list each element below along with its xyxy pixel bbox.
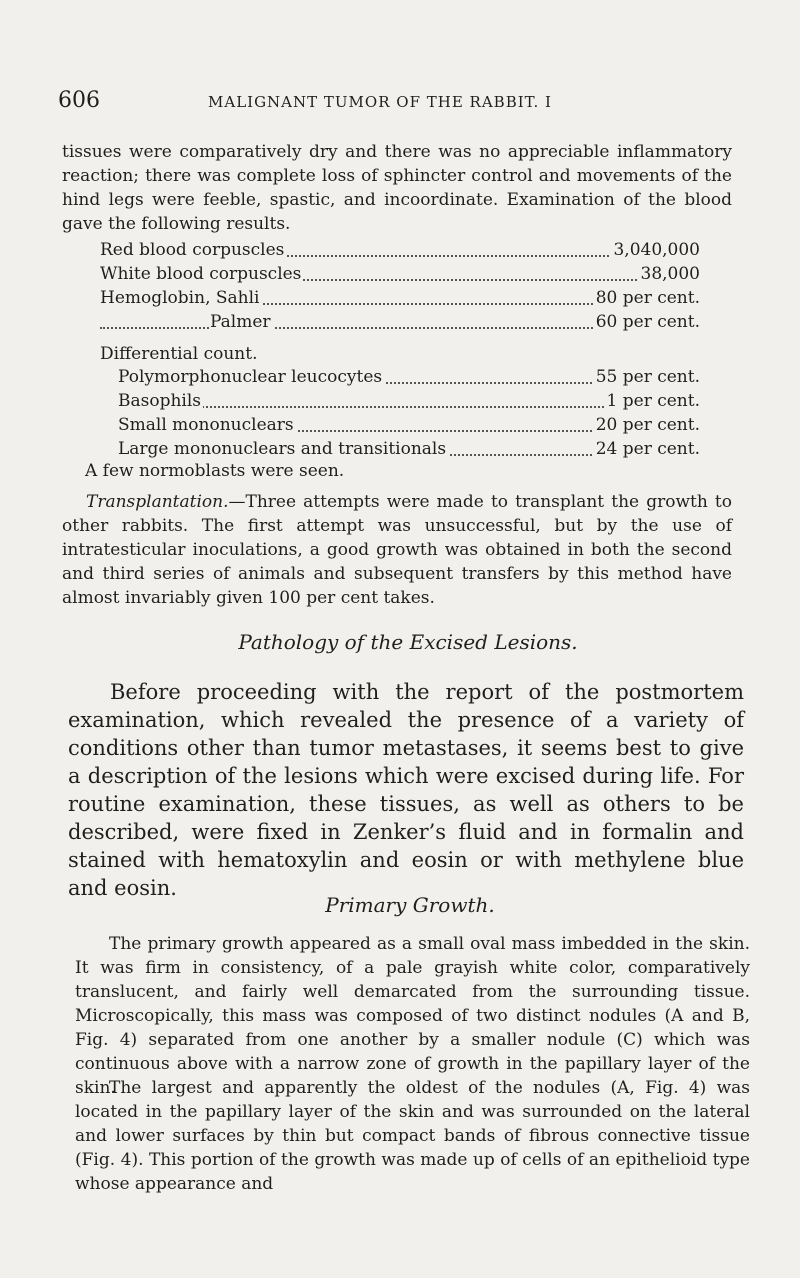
section-heading-primary-growth: Primary Growth. (325, 893, 495, 917)
page-header (58, 88, 738, 118)
blood-result-row (100, 310, 700, 334)
differential-label: Basophils (118, 391, 202, 411)
blood-result-label: Hemoglobin, Sahli (100, 288, 260, 308)
running-title: MALIGNANT TUMOR OF THE RABBIT. I (208, 93, 552, 111)
differential-title: Differential count. (100, 344, 258, 364)
blood-result-value: 38,000 (640, 264, 700, 284)
differential-value: 20 per cent. (595, 415, 700, 435)
transplantation-text: Three attempts were made to transplant the growth to other rabbits. The first attempt was unsuccessful, but by the use of intratesticular inoculations, a good growth was obtained in both the second and third series of animals and subsequent transfers by this method have almost invariably given 100 per cent takes. (62, 492, 732, 608)
blood-result-label: Palmer (210, 312, 271, 332)
blood-result-value: 60 per cent. (595, 312, 700, 332)
intro-paragraph: tissues were comparatively dry and there was no appreciable inflammatory reaction; there was complete loss of sphincter control and movements of the hind legs were feeble, spastic, and incoordinate. Examination of the blood gave the following results. (62, 142, 732, 234)
differential-value: 1 per cent. (606, 391, 700, 411)
normoblast-note: A few normoblasts were seen. (85, 461, 345, 481)
blood-result-row (100, 262, 700, 286)
differential-row (118, 389, 700, 413)
blood-result-label: White blood corpuscles (100, 264, 302, 284)
blood-result-value: 3,040,000 (613, 240, 700, 260)
blood-result-label: Red blood corpuscles (100, 240, 285, 260)
differential-value: 24 per cent. (595, 439, 700, 459)
primary-growth-paragraph-2: The largest and apparently the oldest of the nodules (A, Fig. 4) was located in the papillary layer of the skin and was surrounded on the lateral and lower surfaces by thin but compact bands of fibrous connective tissue (Fig. 4). This portion of the growth was made up of cells of an epithelioid type whose appearance and (75, 1078, 750, 1194)
blood-result-row (100, 238, 700, 262)
differential-row (118, 437, 700, 461)
differential-row (118, 413, 700, 437)
differential-list (118, 365, 700, 461)
primary-growth-paragraph-1: The primary growth appeared as a small oval mass imbedded in the skin. It was firm in consistency, of a pale grayish white color, comparatively translucent, and fairly well demarcated from the surrounding tissue. Microscopically, this mass was composed of two distinct nodules (A and B, Fig. 4) separated from one another by a smaller nodule (C) which was continuous above with a narrow zone of growth in the papillary layer of the skin. (75, 934, 750, 1098)
section-heading-pathology: Pathology of the Excised Lesions. (238, 630, 578, 654)
transplantation-paragraph (62, 490, 732, 610)
blood-result-value: 80 per cent. (595, 288, 700, 308)
blood-results-list (100, 238, 700, 334)
differential-label: Polymorphonuclear leucocytes (118, 367, 383, 387)
differential-label: Small mononuclears (118, 415, 294, 435)
page-number: 606 (58, 88, 100, 113)
pathology-paragraph: Before proceeding with the report of the postmortem examination, which revealed the presence of a variety of conditions other than tumor metastases, it seems best to give a description of the lesions which were excised during life. For routine examination, these tissues, as well as others to be described, were fixed in Zenker’s fluid and in formalin and stained with hematoxylin and eosin or with methylene blue and eosin. (68, 680, 744, 900)
transplantation-lead: Transplantation.— (86, 492, 246, 512)
differential-row (118, 365, 700, 389)
differential-label: Large mononuclears and transitionals (118, 439, 447, 459)
blood-result-row (100, 286, 700, 310)
differential-value: 55 per cent. (595, 367, 700, 387)
